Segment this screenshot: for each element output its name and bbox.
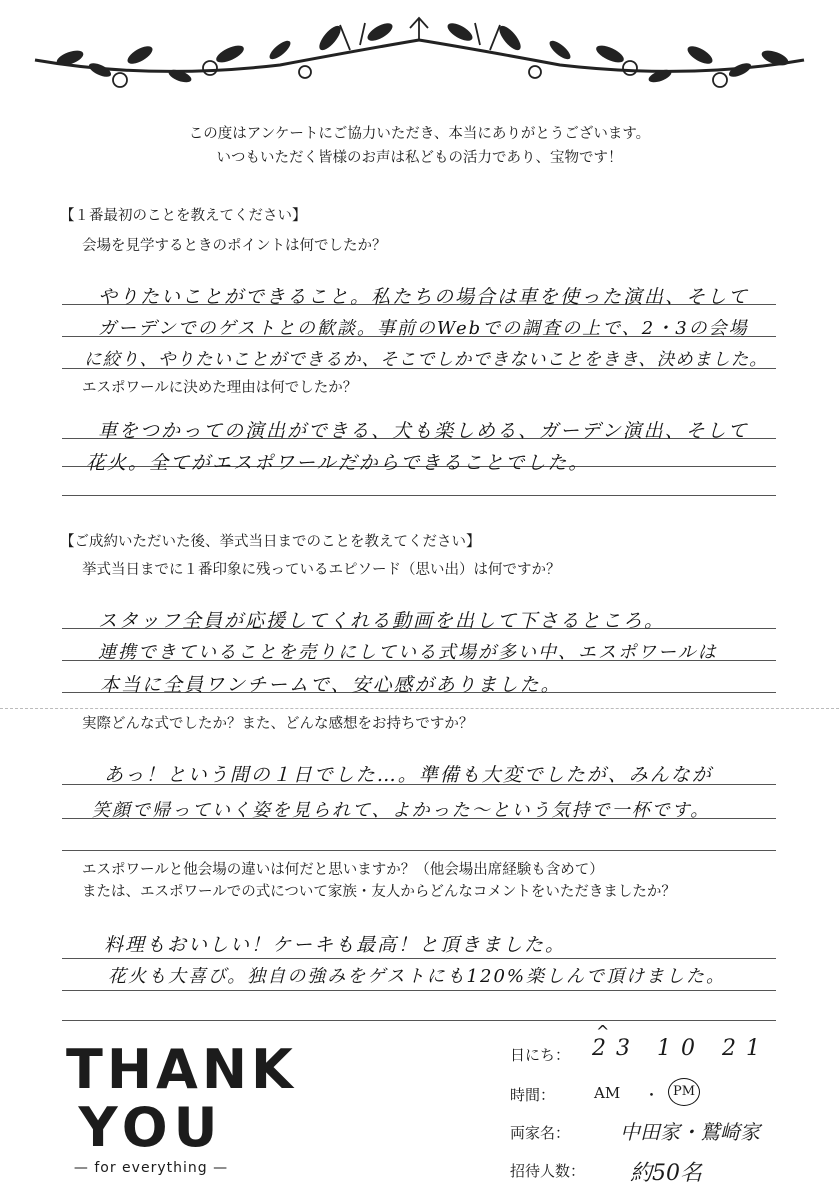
section-1-title: 【１番最初のことを教えてください】 bbox=[60, 208, 307, 224]
section-2-question-3b: または、エスポワールでの式について家族・友人からどんなコメントをいただきましたか？ bbox=[82, 884, 676, 900]
section-2-question-1: 挙式当日までに１番印象に残っているエピソード（思い出）は何ですか？ bbox=[82, 562, 561, 578]
intro-line-1: この度はアンケートにご協力いただき、本当にありがとうございます。 bbox=[188, 126, 651, 142]
answer-1-2-line-2: 花火。全てがエスポワールだからできることでした。 bbox=[86, 452, 590, 474]
families-label: 両家名： bbox=[510, 1124, 571, 1142]
thank-you-line-3: — for everything — bbox=[73, 1160, 229, 1176]
section-2-question-3a: エスポワールと他会場の違いは何だと思いますか？（他会場出席経験も含めて） bbox=[82, 862, 604, 878]
date-value: 23 10 21 bbox=[592, 1036, 770, 1061]
answer-1-2-line-1: 車をつかっての演出ができる、犬も楽しめる、ガーデン演出、そして bbox=[98, 420, 749, 442]
guests-value: 約50名 bbox=[630, 1161, 702, 1186]
floral-garland-decoration bbox=[30, 10, 809, 100]
guests-label: 招待人数： bbox=[510, 1162, 586, 1180]
intro-line-2: いつもいただく皆様のお声は私どもの活力であり、宝物です！ bbox=[216, 150, 623, 166]
thank-you-line-1: THANK bbox=[66, 1038, 297, 1101]
date-label: 日にち： bbox=[510, 1046, 571, 1064]
answer-1-1-line-3: に絞り、やりたいことができるか、そこでしかできないことをきき、決めました。 bbox=[84, 350, 768, 370]
caret-mark-icon: ^ bbox=[596, 1022, 610, 1041]
answer-2-2-line-1: あっ！という間の１日でした…。準備も大変でしたが、みんなが bbox=[104, 764, 713, 786]
answer-1-1-line-2: ガーデンでのゲストとの歓談。事前のWebでの調査の上で、2・3の会場 bbox=[98, 318, 749, 339]
answer-2-1-line-1: スタッフ全員が応援してくれる動画を出して下さるところ。 bbox=[98, 610, 666, 632]
time-am: AM bbox=[594, 1084, 621, 1102]
time-label: 時間： bbox=[510, 1086, 556, 1104]
section-1-question-1: 会場を見学するときのポイントは何でしたか？ bbox=[82, 238, 387, 254]
answer-2-3-line-1: 料理もおいしい！ケーキも最高！と頂きました。 bbox=[104, 934, 567, 956]
section-2-title: 【ご成約いただいた後、挙式当日までのことを教えてください】 bbox=[60, 534, 481, 550]
time-separator: ・ bbox=[644, 1086, 660, 1104]
answer-2-1-line-3: 本当に全員ワンチームで、安心感がありました。 bbox=[100, 674, 562, 696]
families-value: 中田家・鷲崎家 bbox=[620, 1120, 760, 1144]
thank-you-line-2: YOU bbox=[78, 1096, 224, 1159]
answer-2-1-line-2: 連携できていることを売りにしている式場が多い中、エスポワールは bbox=[98, 642, 718, 663]
section-1-question-2: エスポワールに決めた理由は何でしたか？ bbox=[82, 380, 358, 396]
answer-2-2-line-2: 笑顔で帰っていく姿を見られて、よかった〜という気持で一杯です。 bbox=[92, 800, 711, 821]
section-2-question-2: 実際どんな式でしたか？また、どんな感想をお持ちですか？ bbox=[82, 716, 474, 732]
time-pm-circled: PM bbox=[668, 1078, 700, 1106]
answer-1-1-line-1: やりたいことができること。私たちの場合は車を使った演出、そして bbox=[98, 286, 750, 308]
thank-you-logo bbox=[66, 1038, 297, 1176]
answer-2-3-line-2: 花火も大喜び。独自の強みをゲストにも120%楽しんで頂けました。 bbox=[108, 966, 727, 987]
